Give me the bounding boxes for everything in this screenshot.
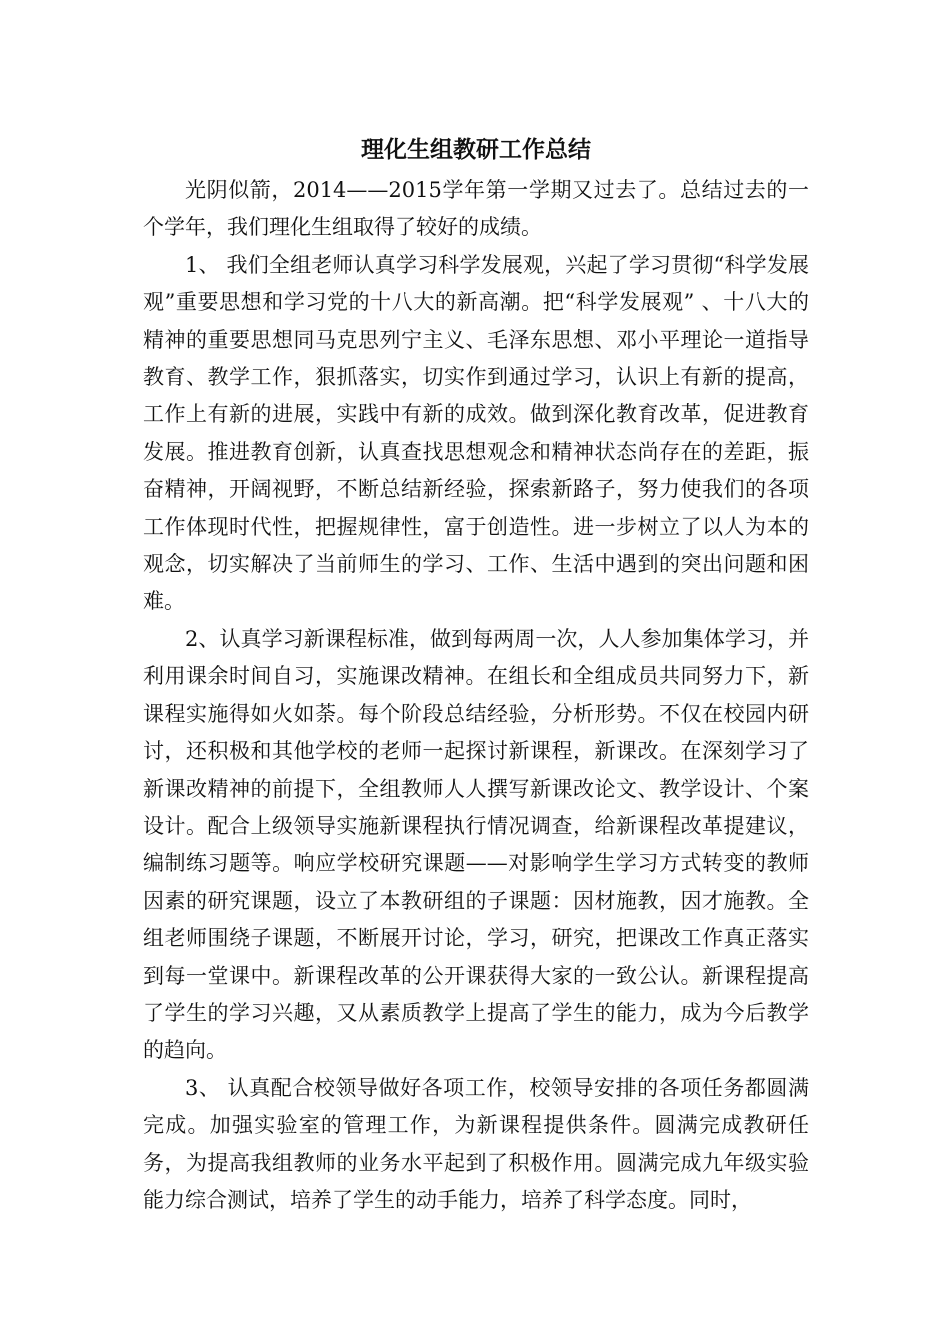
paragraph-item-2: 2、认真学习新课程标准，做到每两周一次，人人参加集体学习，并利用课余时间自习，实施课改精神。在组长和全组成员共同努力下，新课程实施得如火如荼。每个阶段总结经验，分析形势。不仅在校园内研讨，还积极和其他学校的老师一起探讨新课程，新课改。在深刻学习了新课改精神的前提下，全组教师人人撰写新课改论文、教学设计、个案设计。配合上级领导实施新课程执行情况调查，给新课程改革提建议，编制练习题等。响应学校研究课题——对影响学生学习方式转变的教师因素的研究课题，设立了本教研组的子课题：因材施教，因才施教。全组老师围绕子课题，不断展开讨论，学习，研究，把课改工作真正落实到每一堂课中。新课程改革的公开课获得大家的一致公认。新课程提高了学生的学习兴趣，又从素质教学上提高了学生的能力，成为今后教学的趋向。: [143, 626, 809, 1063]
document-page: [143, 128, 809, 1219]
paragraph-item-1: 1、 我们全组老师认真学习科学发展观，兴起了学习贯彻“科学发展观”重要思想和学习党的十八大的新高潮。把“科学发展观” 、十八大的精神的重要思想同马克思列宁主义、毛泽东思想、邓小平理论一道指导教育、教学工作，狠抓落实，切实作到通过学习，认识上有新的提高，工作上有新的进展，实践中有新的成效。做到深化教育改革，促进教育发展。推进教育创新，认真查找思想观念和精神状态尚存在的差距，振奋精神，开阔视野，不断总结新经验，探索新路子，努力使我们的各项工作体现时代性，把握规律性，富于创造性。进一步树立了以人为本的观念，切实解决了当前师生的学习、工作、生活中遇到的突出问题和困难。: [143, 252, 809, 614]
paragraph-item-3: 3、 认真配合校领导做好各项工作，校领导安排的各项任务都圆满完成。加强实验室的管理工作，为新课程提供条件。圆满完成教研任务，为提高我组教师的业务水平起到了积极作用。圆满完成九年级实验能力综合测试，培养了学生的动手能力，培养了科学态度。同时，: [143, 1075, 809, 1212]
document-title: 理化生组教研工作总结: [361, 136, 591, 163]
paragraph-intro: 光阴似箭，2014——2015学年第一学期又过去了。总结过去的一个学年，我们理化生组取得了较好的成绩。: [143, 178, 809, 240]
